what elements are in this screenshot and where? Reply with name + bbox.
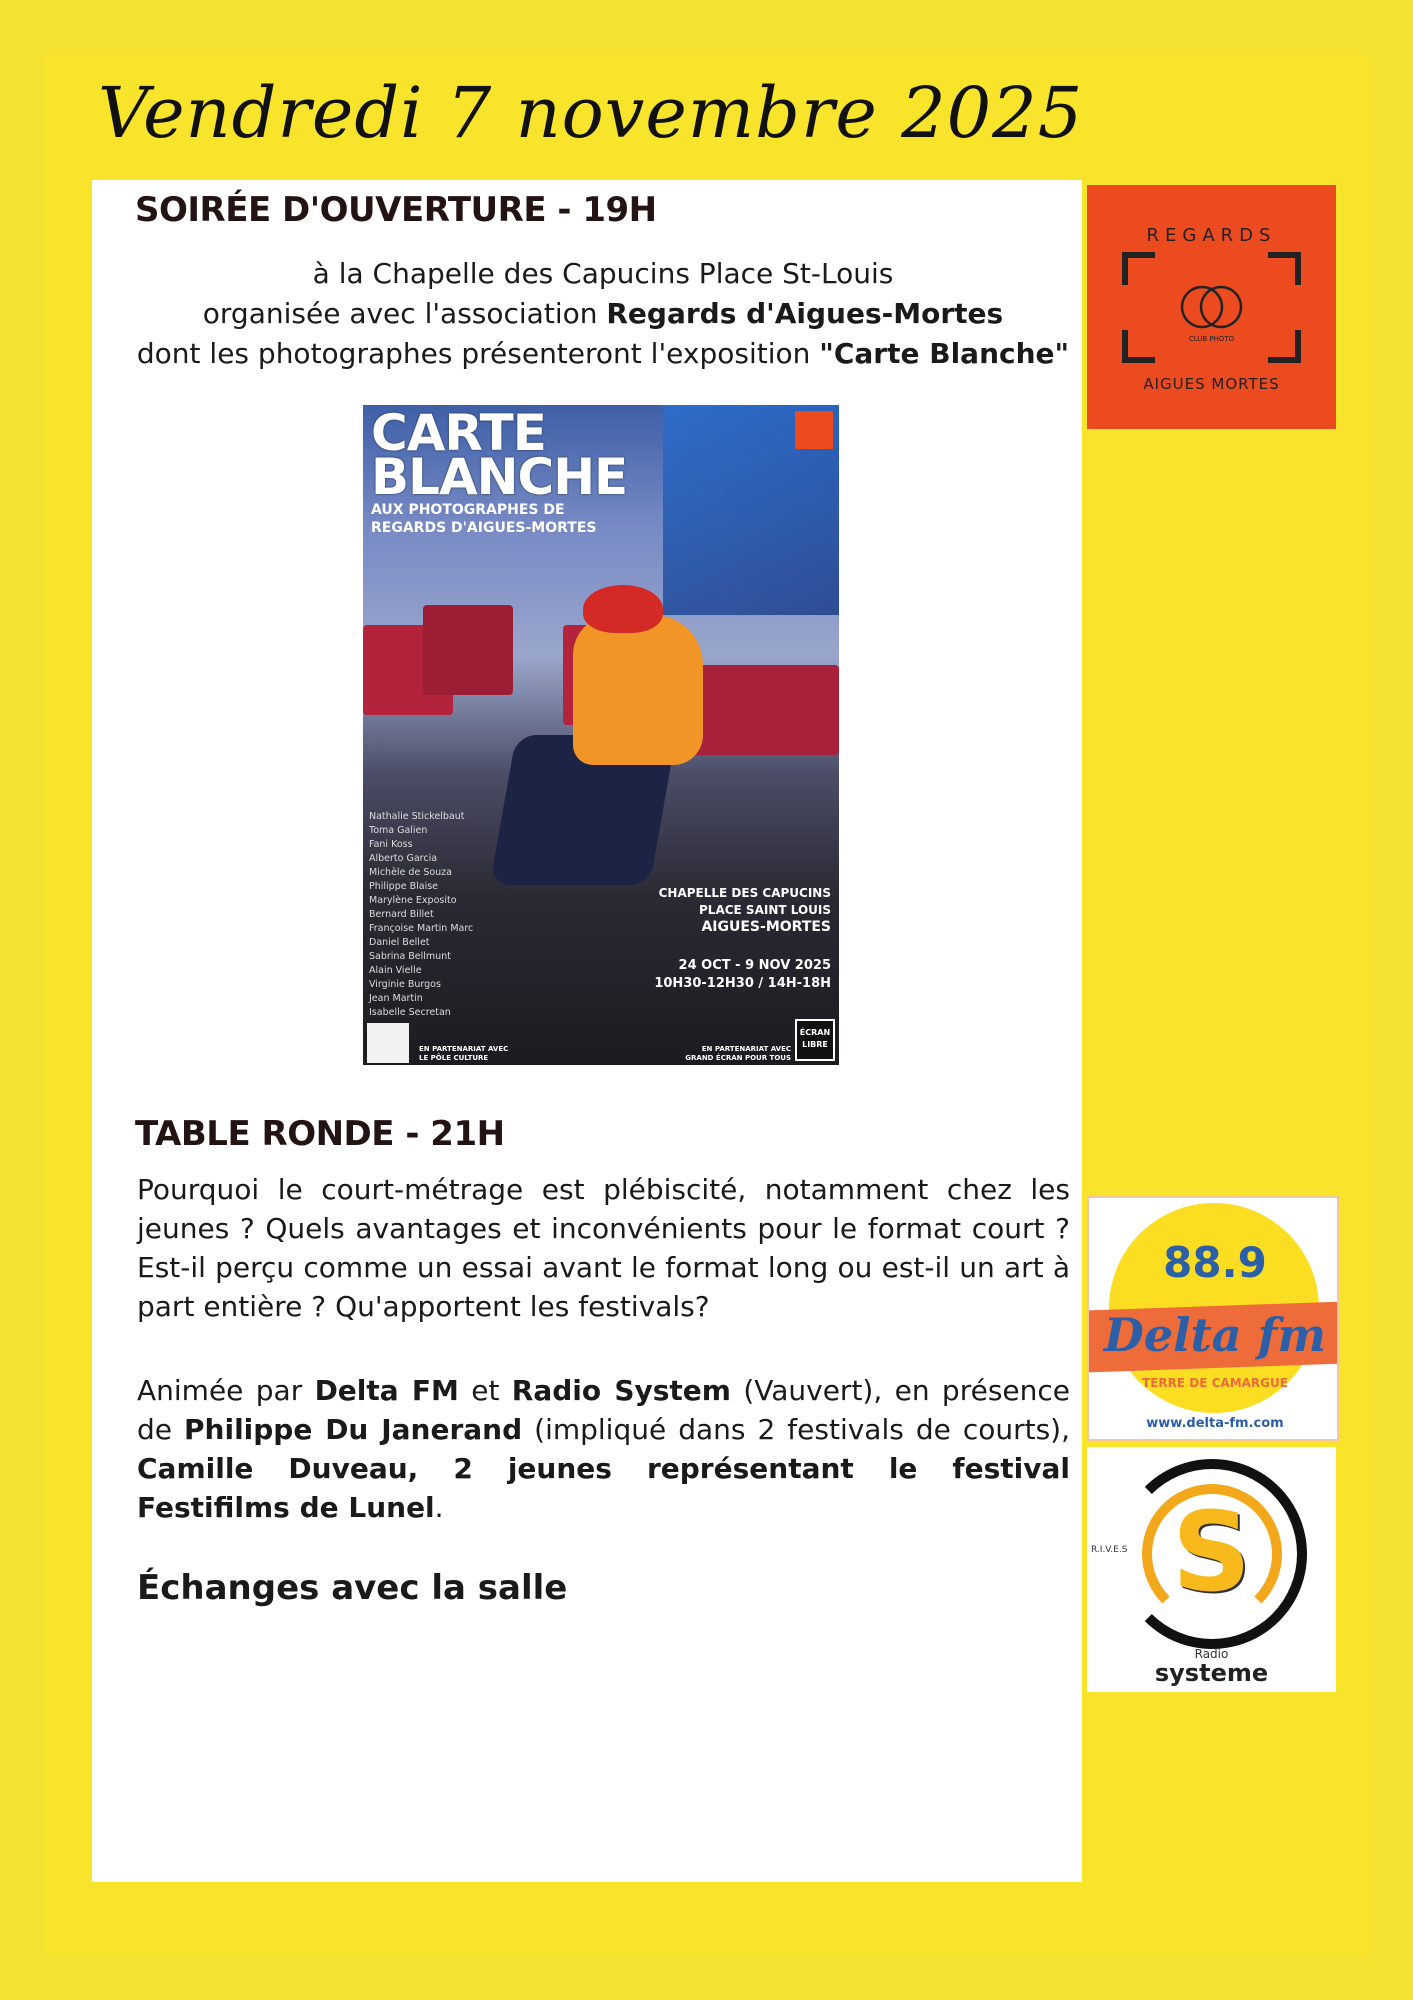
photographer-name: Françoise Martin Marc <box>369 923 474 934</box>
regards-logo-top: REGARDS <box>1146 225 1277 246</box>
poster-title <box>371 405 628 506</box>
opening-line-2-text: organisée avec l'association <box>202 297 607 330</box>
poster-partner-left-line-2: LE PÔLE CULTURE <box>419 1054 489 1062</box>
poster-partner-right-line-2: GRAND ÉCRAN POUR TOUS <box>685 1054 791 1062</box>
regards-logo <box>1087 185 1336 429</box>
poster-title-line-1: CARTE <box>371 405 546 462</box>
closing-line: Échanges avec la salle <box>137 1568 568 1608</box>
poster-partner-left-line-1: EN PARTENARIAT AVEC <box>419 1045 509 1053</box>
poster-venue-line-1: CHAPELLE DES CAPUCINS <box>658 886 831 900</box>
poster-person-hat <box>583 585 663 633</box>
opening-details <box>128 254 1078 374</box>
round-table-questions: Pourquoi le court-métrage est plébiscité, notamment chez les jeunes ? Quels avantages et inconvénients pour le format court ? Est-il perçu comme un essai avant le format long ou est-il un art à part entière ? Qu'apportent les festivals? <box>137 1173 1070 1323</box>
poster-club-logo-icon <box>795 411 833 449</box>
poster-title-line-2: BLANCHE <box>371 448 628 506</box>
poster-subtitle-line-1: AUX PHOTOGRAPHES DE <box>371 502 565 518</box>
poster-subtitle <box>371 501 596 537</box>
poster-dates <box>654 957 831 993</box>
photographer-name: Nathalie Stickelbaut <box>369 811 465 822</box>
poster-venue-line-2: PLACE SAINT LOUIS <box>699 903 831 917</box>
poster-partner-logo-icon <box>367 1023 409 1063</box>
systeme-name: systeme <box>1154 1659 1269 1687</box>
opening-heading: SOIRÉE D'OUVERTURE - 19H <box>135 190 657 230</box>
exhibition-poster <box>363 405 839 1065</box>
delta-frequency: 88.9 <box>1163 1238 1267 1287</box>
hosts-text: (Vauvert), en présence de <box>137 1374 1070 1446</box>
delta-name: Delta fm <box>1103 1308 1327 1362</box>
regards-logo-bottom: AIGUES MORTES <box>1143 375 1280 393</box>
photographer-name: Bernard Billet <box>369 909 434 920</box>
poster-venue <box>659 885 831 936</box>
delta-fm-logo <box>1087 1196 1339 1441</box>
poster-date-range: 24 OCT - 9 NOV 2025 <box>678 958 831 973</box>
photographer-name: Alain Vielle <box>369 965 422 976</box>
association-name: Regards d'Aigues-Mortes <box>606 297 1004 330</box>
radio-systeme-logo <box>1087 1447 1336 1692</box>
delta-url: www.delta-fm.com <box>1146 1416 1284 1431</box>
opening-line-3-text: dont les photographes présenteront l'exposition <box>136 337 820 370</box>
guest-philippe: Philippe Du Janerand <box>184 1413 523 1446</box>
round-table-hosts <box>137 1371 1070 1527</box>
poster-partner-right <box>685 1045 791 1063</box>
photographer-name: Marylène Exposito <box>369 895 457 906</box>
hosts-text: . <box>434 1491 444 1524</box>
seat <box>423 605 513 695</box>
ecran-libre-logo-icon: ÉCRAN LIBRE <box>795 1019 835 1061</box>
photographer-name: Daniel Bellet <box>369 937 430 948</box>
exhibition-name: "Carte Blanche" <box>819 337 1070 370</box>
poster-photographer-list <box>369 810 473 1020</box>
photographer-name: Virginie Burgos <box>369 979 441 990</box>
regards-logo-club: CLUB PHOTO <box>1188 335 1235 343</box>
systeme-rives: R.I.V.E.S <box>1091 1545 1128 1555</box>
hosts-text: Animée par <box>137 1374 315 1407</box>
hosts-text: (impliqué dans 2 festivals de courts), <box>522 1413 1070 1446</box>
poster-person-coat <box>573 615 703 765</box>
photographer-name: Jean Martin <box>369 993 423 1004</box>
poster-venue-line-3: AIGUES-MORTES <box>701 919 831 935</box>
hosts-text: et <box>458 1374 512 1407</box>
poster-partner-right-line-1: EN PARTENARIAT AVEC <box>701 1045 791 1053</box>
guest-camille: Camille Duveau, 2 jeunes représentant le festival Festifilms de Lunel <box>137 1452 1070 1524</box>
opening-line-2 <box>128 294 1078 334</box>
poster-partner-left <box>419 1045 508 1063</box>
opening-line-3 <box>128 334 1078 374</box>
poster-hours: 10H30-12H30 / 14H-18H <box>654 976 831 991</box>
host-radio-system: Radio System <box>511 1374 731 1407</box>
photographer-name: Fani Koss <box>369 839 413 850</box>
round-table-heading: TABLE RONDE - 21H <box>135 1114 505 1154</box>
photographer-name: Alberto Garcia <box>369 853 438 864</box>
photographer-name: Sabrina Bellmunt <box>369 951 451 962</box>
photographer-name: Isabelle Secretan <box>369 1007 451 1018</box>
date-title: Vendredi 7 novembre 2025 <box>98 72 1084 154</box>
systeme-radio: Radio <box>1194 1647 1229 1661</box>
opening-line-1: à la Chapelle des Capucins Place St-Louis <box>312 257 894 290</box>
photographer-name: Philippe Blaise <box>369 881 439 892</box>
delta-tagline: TERRE DE CAMARGUE <box>1142 1376 1288 1390</box>
systeme-letter: S <box>1171 1488 1252 1616</box>
host-delta-fm: Delta FM <box>314 1374 459 1407</box>
photographer-name: Michèle de Souza <box>369 867 452 878</box>
poster-subtitle-line-2: REGARDS D'AIGUES-MORTES <box>371 520 597 536</box>
photographer-name: Toma Galien <box>369 825 428 836</box>
